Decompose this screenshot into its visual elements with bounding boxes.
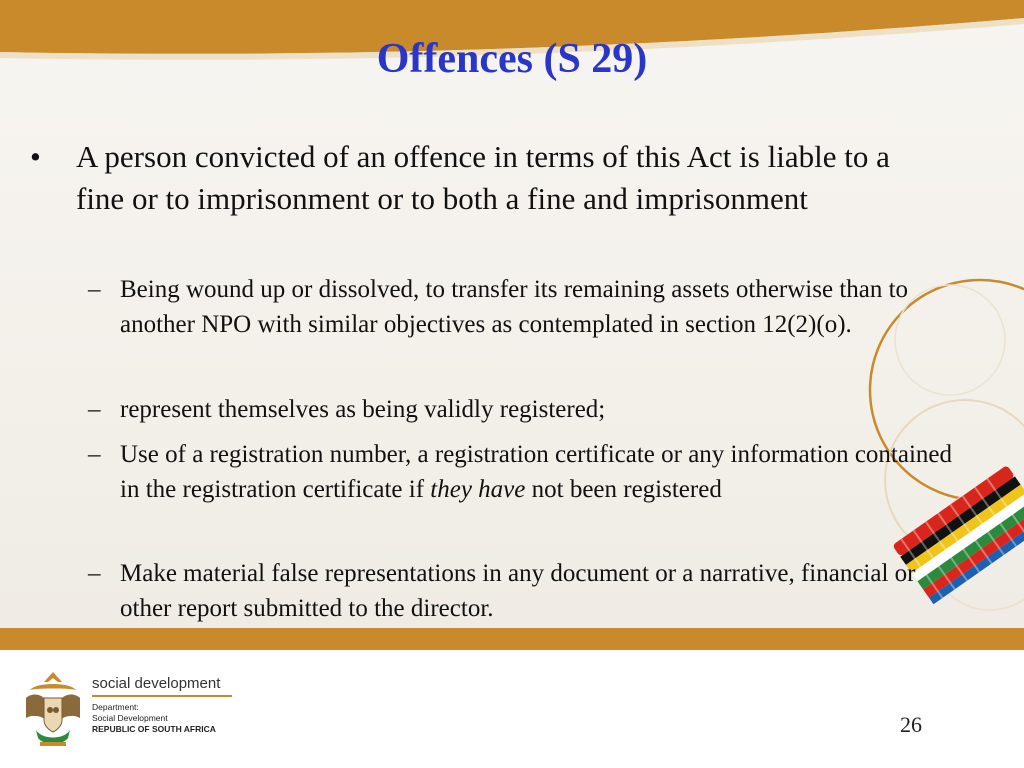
country-name: REPUBLIC OF SOUTH AFRICA [92, 724, 216, 734]
bullet-marker: • [30, 139, 41, 174]
main-bullet-text: A person convicted of an offence in terms of this Act is liable to a fine or to imprisonment or to both a fine and imprisonment [76, 139, 890, 216]
sub-bullet-text: Make material false representations in any document or a narrative, financial or other report submitted to the director. [120, 560, 916, 622]
sub-bullet-marker: – [88, 396, 101, 423]
sub-bullet-text: represent themselves as being validly registered; [120, 396, 606, 423]
sub-bullet-text-part: not been registered [525, 476, 722, 503]
department-block [92, 702, 216, 735]
slide-title: Offences (S 29) [376, 36, 648, 82]
sub-bullet-italic-text: they have [430, 476, 526, 503]
sub-bullet-text-part: Use of a registration number, a registration certificate or any information contained in the registration certificate if [120, 441, 953, 503]
brand-name: social development [92, 675, 221, 692]
coat-of-arms-icon [22, 668, 84, 750]
brand-underline [92, 695, 232, 697]
sub-bullet-text: Being wound up or dissolved, to transfer its remaining assets otherwise than to another NPO with similar objectives as contemplated in section 12(2)(o). [120, 276, 909, 338]
sub-bullet-marker: – [88, 441, 101, 468]
bottom-decorative-band [0, 628, 1024, 650]
sub-bullet-marker: – [88, 560, 101, 587]
department-name: Social Development [92, 713, 168, 723]
sub-bullet-marker: – [88, 276, 101, 303]
page-number: 26 [900, 712, 922, 737]
department-label: Department: [92, 702, 139, 712]
sub-bullet-text [120, 437, 960, 507]
